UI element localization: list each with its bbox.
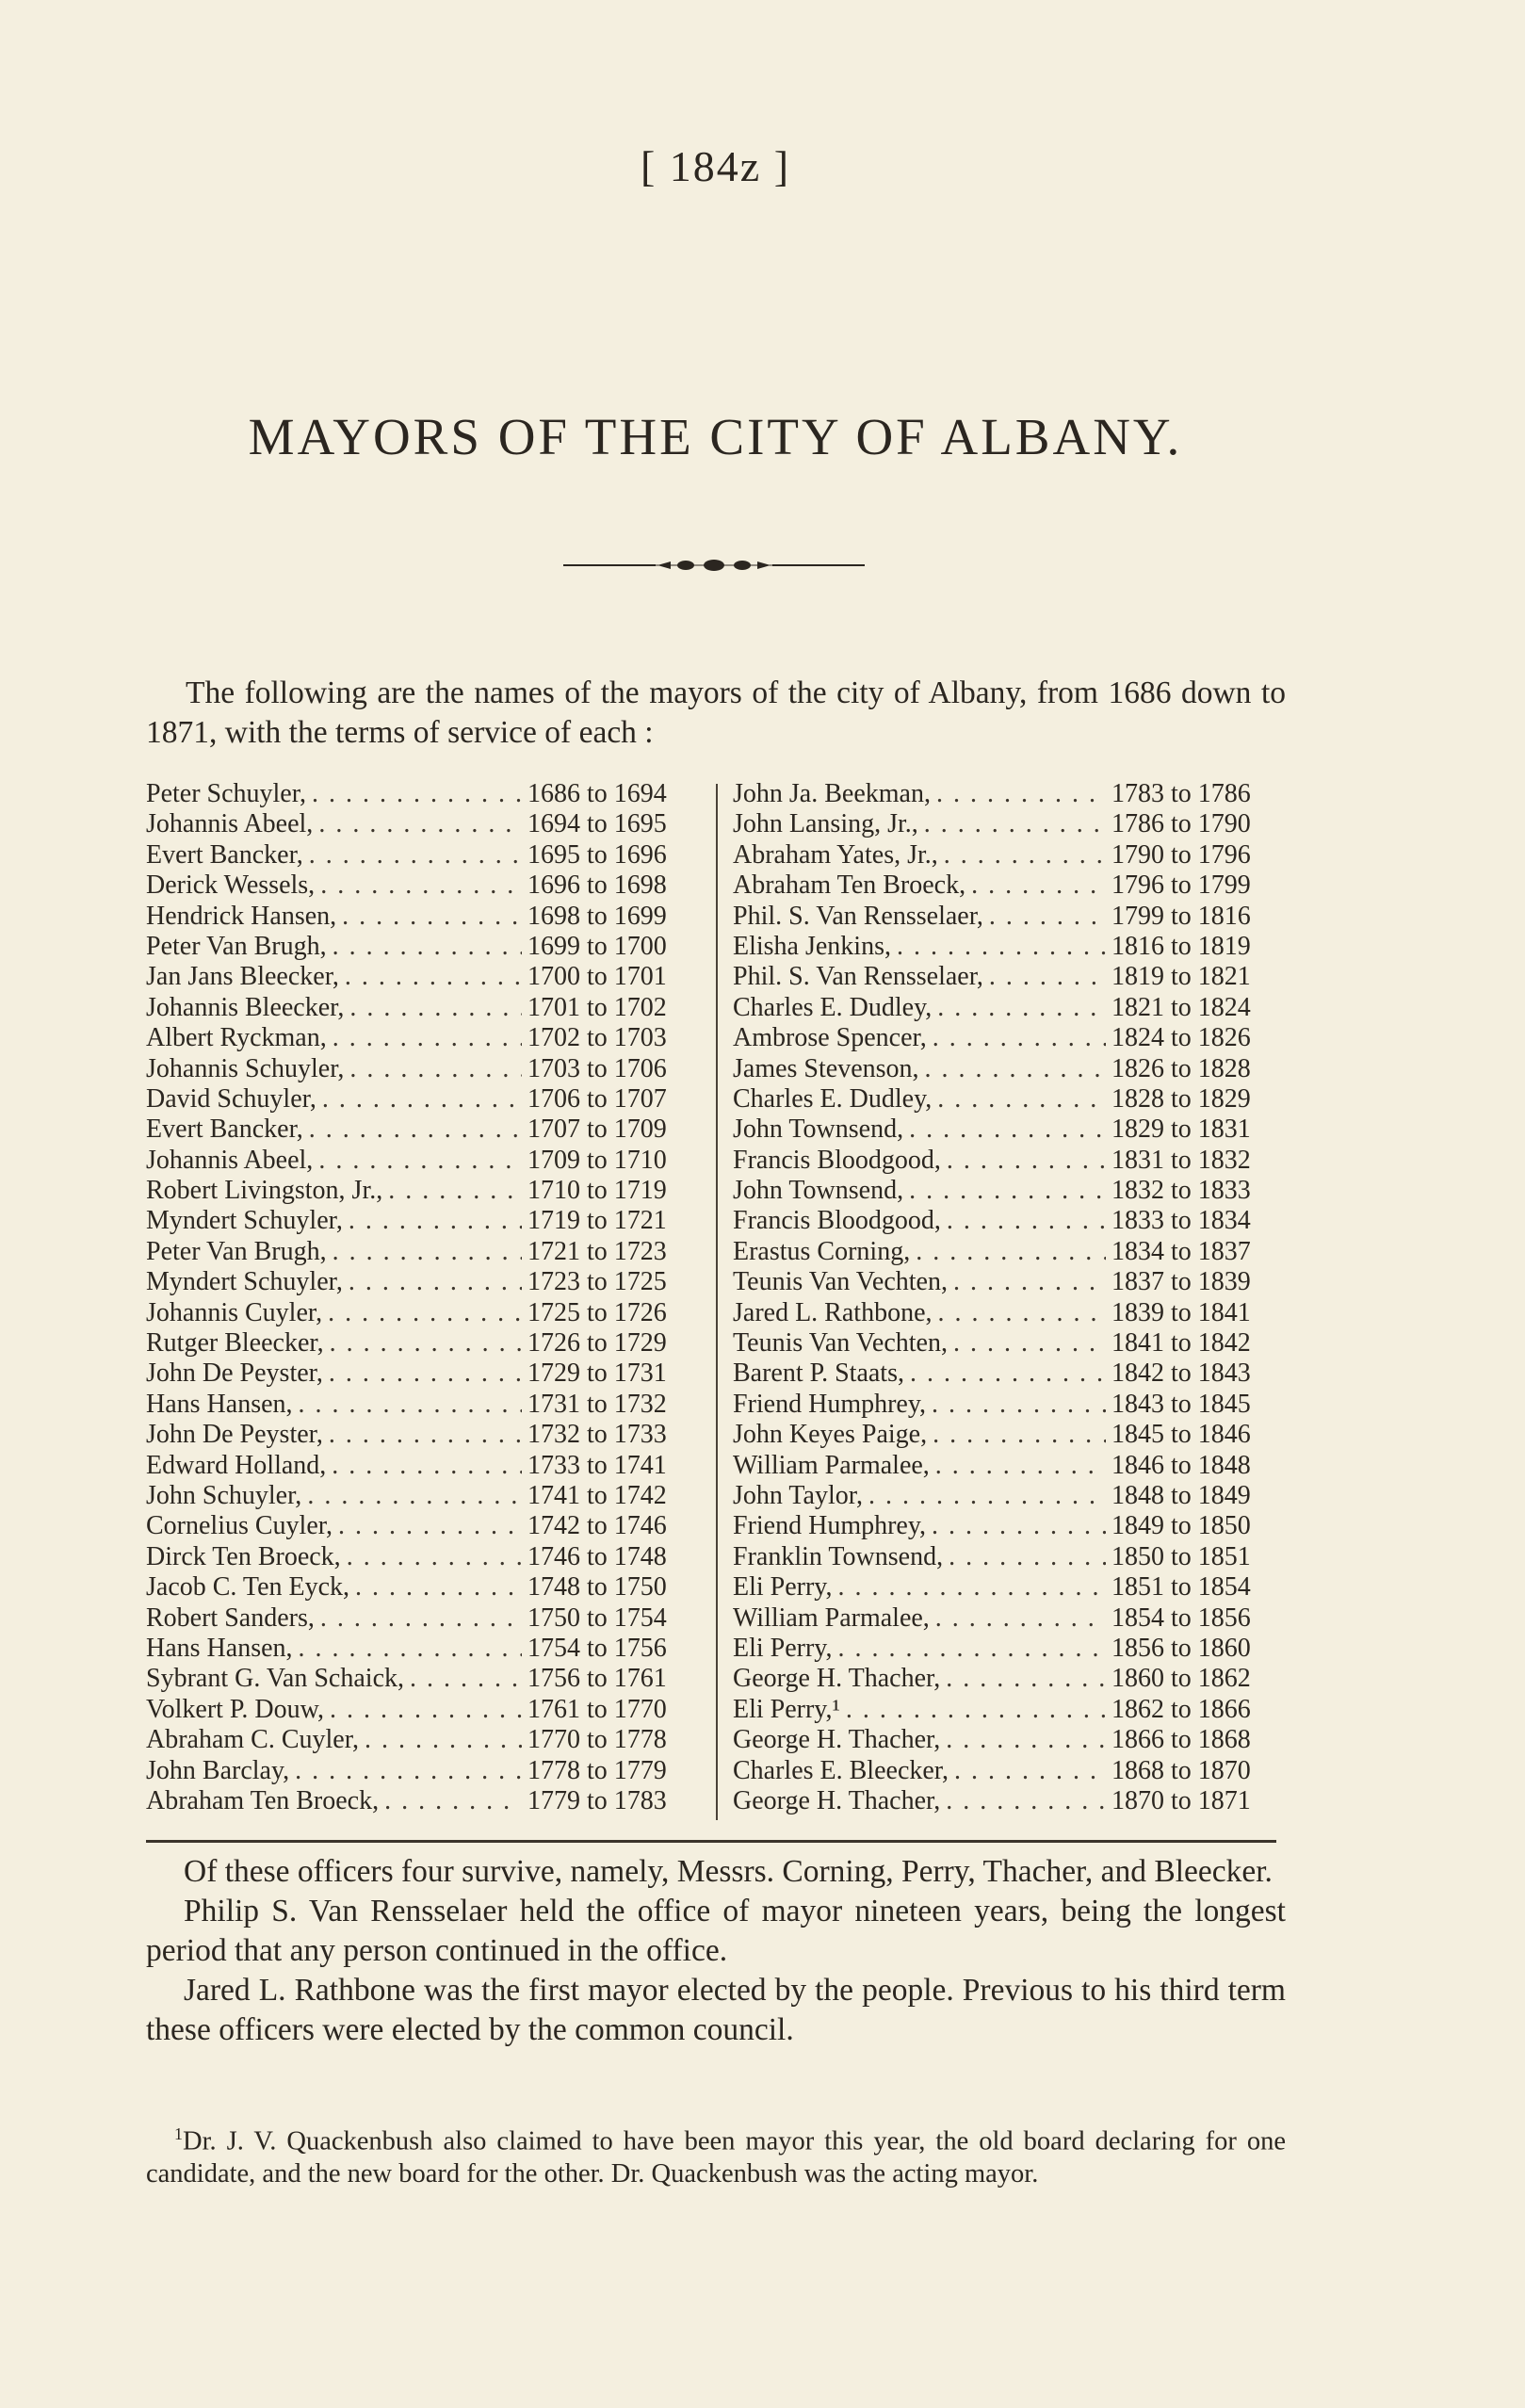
- mayor-term: 1870 to 1871: [1111, 1785, 1251, 1815]
- mayor-name: Francis Bloodgood,: [733, 1206, 941, 1236]
- mayor-term: 1854 to 1856: [1111, 1603, 1251, 1633]
- dot-leader: [953, 1267, 1106, 1297]
- mayor-name: Rutger Bleecker,: [146, 1328, 324, 1359]
- mayor-term: 1750 to 1754: [527, 1603, 667, 1633]
- mayor-term: 1701 to 1702: [527, 992, 667, 1022]
- mayor-row: [733, 1542, 1286, 1572]
- mayor-row: [146, 993, 702, 1023]
- mayor-term: 1856 to 1860: [1111, 1633, 1251, 1663]
- mayor-term: 1868 to 1870: [1111, 1755, 1251, 1785]
- dot-leader: [944, 840, 1106, 870]
- dot-leader: [347, 1542, 522, 1572]
- mayor-term: 1721 to 1723: [527, 1236, 667, 1266]
- mayor-term: 1816 to 1819: [1111, 931, 1251, 961]
- mayor-term: 1850 to 1851: [1111, 1541, 1251, 1571]
- mayor-row: [733, 1664, 1286, 1694]
- dot-leader: [838, 1634, 1107, 1664]
- mayor-term: 1778 to 1779: [527, 1755, 667, 1785]
- mayor-term: 1733 to 1741: [527, 1450, 667, 1480]
- mayor-name: Barent P. Staats,: [733, 1359, 904, 1389]
- mayor-name: Erastus Corning,: [733, 1236, 911, 1266]
- dot-leader: [971, 870, 1106, 901]
- mayor-term: 1726 to 1729: [527, 1328, 667, 1359]
- mayor-row: [733, 962, 1286, 992]
- mayor-term: 1860 to 1862: [1111, 1664, 1251, 1694]
- mayor-name: Volkert P. Douw,: [146, 1694, 325, 1724]
- mayor-term: 1783 to 1786: [1111, 779, 1251, 808]
- mayor-name: Abraham Yates, Jr.,: [733, 839, 938, 870]
- mayor-row: [733, 1634, 1286, 1664]
- mayor-name: Friend Humphrey,: [733, 1389, 927, 1419]
- mayor-row: [146, 1328, 702, 1359]
- mayor-name: Evert Bancker,: [146, 839, 303, 870]
- mayor-name: Jacob C. Ten Eyck,: [146, 1572, 350, 1603]
- mayor-name: Myndert Schuyler,: [146, 1206, 343, 1236]
- mayor-row: [146, 840, 702, 870]
- dot-leader: [946, 1786, 1106, 1816]
- dot-leader: [318, 1146, 522, 1176]
- mayor-row: [146, 1634, 702, 1664]
- mayor-name: John Townsend,: [733, 1176, 904, 1206]
- mayor-row: [146, 1146, 702, 1176]
- mayor-name: George H. Thacher,: [733, 1785, 941, 1815]
- left-column: [146, 779, 702, 1816]
- mayor-name: Franklin Townsend,: [733, 1541, 944, 1571]
- mayor-term: 1756 to 1761: [527, 1664, 667, 1694]
- mayor-name: Abraham Ten Broeck,: [146, 1785, 380, 1815]
- mayor-row: [146, 1206, 702, 1236]
- mayor-row: [146, 1390, 702, 1420]
- dot-leader: [989, 962, 1106, 992]
- mayor-name: John Ja. Beekman,: [733, 779, 931, 808]
- mayor-name: George H. Thacher,: [733, 1725, 941, 1755]
- mayor-name: Johannis Cuyler,: [146, 1297, 323, 1327]
- mayor-row: [146, 779, 702, 809]
- dot-leader: [868, 1481, 1106, 1511]
- dot-leader: [933, 1420, 1106, 1450]
- mayor-term: 1786 to 1790: [1111, 809, 1251, 839]
- mayor-name: John Schuyler,: [146, 1480, 302, 1510]
- mayor-row: [733, 809, 1286, 839]
- mayor-name: Eli Perry,: [733, 1572, 833, 1603]
- mayor-row: [733, 1328, 1286, 1359]
- column-divider: [716, 784, 718, 1820]
- mayor-row: [146, 1359, 702, 1389]
- mayor-row: [146, 1298, 702, 1328]
- mayor-row: [733, 1206, 1286, 1236]
- mayor-name: Hendrick Hansen,: [146, 901, 337, 931]
- dot-leader: [947, 1206, 1106, 1236]
- dot-leader: [947, 1146, 1106, 1176]
- mayor-row: [146, 1664, 702, 1694]
- dot-leader: [933, 1023, 1106, 1053]
- dot-leader: [916, 1237, 1106, 1267]
- dot-leader: [349, 1206, 522, 1236]
- mayor-term: 1824 to 1826: [1111, 1023, 1251, 1053]
- mayor-row: [733, 1023, 1286, 1053]
- mayor-row: [733, 779, 1286, 809]
- mayor-row: [146, 1084, 702, 1115]
- mayor-row: [146, 962, 702, 992]
- mayor-row: [146, 1603, 702, 1634]
- mayor-term: 1829 to 1831: [1111, 1115, 1251, 1145]
- mayor-term: 1770 to 1778: [527, 1725, 667, 1755]
- dot-leader: [328, 1298, 522, 1328]
- mayor-term: 1845 to 1846: [1111, 1420, 1251, 1450]
- mayor-term: 1748 to 1750: [527, 1572, 667, 1603]
- footnote-marker: 1: [174, 2124, 183, 2143]
- mayor-term: 1741 to 1742: [527, 1480, 667, 1510]
- mayor-row: [146, 1542, 702, 1572]
- mayor-row: [733, 1084, 1286, 1115]
- mayor-name: Hans Hansen,: [146, 1389, 293, 1419]
- mayor-term: 1761 to 1770: [527, 1694, 667, 1724]
- dot-leader: [330, 1328, 522, 1359]
- mayor-name: Abraham C. Cuyler,: [146, 1725, 359, 1755]
- mayor-term: 1839 to 1841: [1111, 1297, 1251, 1327]
- dot-leader: [410, 1664, 522, 1694]
- mayor-row: [146, 1695, 702, 1725]
- dot-leader: [935, 1451, 1106, 1481]
- mayor-row: [146, 902, 702, 932]
- mayor-term: 1833 to 1834: [1111, 1206, 1251, 1236]
- mayor-name: Charles E. Dudley,: [733, 992, 933, 1022]
- dot-leader: [299, 1634, 522, 1664]
- note-paragraph: Philip S. Van Rensselaer held the office of mayor nineteen years, being the longest period that any person continued in the office.: [146, 1894, 1286, 1968]
- mayor-name: Phil. S. Van Rensselaer,: [733, 962, 983, 992]
- mayor-name: Eli Perry,: [733, 1633, 833, 1663]
- mayor-name: Dirck Ten Broeck,: [146, 1541, 341, 1571]
- dot-leader: [322, 1084, 522, 1115]
- mayor-name: Ambrose Spencer,: [733, 1023, 927, 1053]
- mayor-row: [733, 1756, 1286, 1786]
- dot-leader: [953, 1328, 1106, 1359]
- dot-leader: [938, 1298, 1107, 1328]
- dot-leader: [349, 1054, 522, 1084]
- mayor-term: 1841 to 1842: [1111, 1328, 1251, 1359]
- dot-leader: [332, 1451, 522, 1481]
- mayor-term: 1719 to 1721: [527, 1206, 667, 1236]
- mayor-term: 1831 to 1832: [1111, 1145, 1251, 1175]
- mayor-row: [146, 1054, 702, 1084]
- page-number: [ 184z ]: [640, 142, 791, 190]
- ornament-divider-icon: [563, 556, 865, 575]
- dot-leader: [318, 809, 522, 839]
- mayor-row: [733, 1176, 1286, 1206]
- mayor-name: Peter Van Brugh,: [146, 931, 327, 961]
- mayor-row: [733, 1420, 1286, 1450]
- mayor-row: [146, 1786, 702, 1816]
- mayor-term: 1848 to 1849: [1111, 1480, 1251, 1510]
- mayor-name: Robert Sanders,: [146, 1603, 315, 1633]
- dot-leader: [932, 1511, 1106, 1541]
- mayor-row: [146, 870, 702, 901]
- mayor-name: Peter Van Brugh,: [146, 1236, 327, 1266]
- mayor-row: [146, 932, 702, 962]
- mayor-term: 1725 to 1726: [527, 1297, 667, 1327]
- mayor-row: [733, 1511, 1286, 1541]
- mayor-term: 1686 to 1694: [527, 779, 667, 808]
- dot-leader: [342, 902, 522, 932]
- dot-leader: [333, 1237, 522, 1267]
- mayor-term: 1729 to 1731: [527, 1359, 667, 1389]
- dot-leader: [897, 932, 1106, 962]
- dot-leader: [333, 1023, 522, 1053]
- mayors-table: [146, 779, 1286, 1825]
- mayor-term: 1821 to 1824: [1111, 992, 1251, 1022]
- mayor-row: [733, 1695, 1286, 1725]
- dot-leader: [946, 1725, 1106, 1755]
- mayor-name: Francis Bloodgood,: [733, 1145, 941, 1175]
- dot-leader: [910, 1359, 1106, 1389]
- dot-leader: [309, 840, 522, 870]
- mayor-name: Johannis Schuyler,: [146, 1053, 345, 1083]
- dot-leader: [320, 870, 522, 901]
- dot-leader: [320, 1603, 522, 1634]
- mayor-row: [146, 1481, 702, 1511]
- dot-leader: [909, 1115, 1106, 1145]
- mayor-name: David Schuyler,: [146, 1083, 316, 1114]
- mayor-name: Charles E. Bleecker,: [733, 1755, 949, 1785]
- mayor-term: 1819 to 1821: [1111, 962, 1251, 992]
- mayor-term: 1754 to 1756: [527, 1633, 667, 1663]
- mayor-row: [146, 1237, 702, 1267]
- dot-leader: [355, 1572, 522, 1603]
- dot-leader: [937, 1084, 1106, 1115]
- mayor-row: [146, 1725, 702, 1755]
- dot-leader: [330, 1695, 522, 1725]
- mayor-name: Hans Hansen,: [146, 1633, 293, 1663]
- mayor-name: Teunis Van Vechten,: [733, 1267, 948, 1297]
- mayor-row: [733, 993, 1286, 1023]
- mayor-term: 1732 to 1733: [527, 1420, 667, 1450]
- mayor-row: [733, 1115, 1286, 1145]
- mayor-term: 1851 to 1854: [1111, 1572, 1251, 1603]
- mayor-term: 1695 to 1696: [527, 839, 667, 870]
- mayor-term: 1843 to 1845: [1111, 1389, 1251, 1419]
- dot-leader: [365, 1725, 522, 1755]
- mayor-row: [733, 1298, 1286, 1328]
- dot-leader: [333, 932, 522, 962]
- mayor-name: Charles E. Dudley,: [733, 1083, 933, 1114]
- dot-leader: [309, 1115, 522, 1145]
- mayor-row: [733, 870, 1286, 901]
- mayor-name: John Keyes Paige,: [733, 1420, 928, 1450]
- mayor-name: Cornelius Cuyler,: [146, 1511, 333, 1541]
- footnote: [146, 2118, 1286, 2190]
- mayor-term: 1694 to 1695: [527, 809, 667, 839]
- mayor-term: 1698 to 1699: [527, 901, 667, 931]
- dot-leader: [295, 1756, 522, 1786]
- mayor-row: [733, 1054, 1286, 1084]
- dot-leader: [388, 1176, 522, 1206]
- mayor-row: [733, 1390, 1286, 1420]
- dot-leader: [307, 1481, 522, 1511]
- mayor-name: Elisha Jenkins,: [733, 931, 891, 961]
- dot-leader: [846, 1695, 1106, 1725]
- mayor-term: 1826 to 1828: [1111, 1053, 1251, 1083]
- footnote-text: Dr. J. V. Quackenbush also claimed to have been mayor this year, the old board declaring for one candidate, and the new board for the other. Dr. Quackenbush was the acting mayor.: [146, 2126, 1286, 2188]
- mayor-term: 1709 to 1710: [527, 1145, 667, 1175]
- mayor-term: 1866 to 1868: [1111, 1725, 1251, 1755]
- dot-leader: [949, 1542, 1106, 1572]
- mayor-term: 1834 to 1837: [1111, 1236, 1251, 1266]
- right-column: [733, 779, 1286, 1816]
- dot-leader: [936, 779, 1106, 809]
- mayor-term: 1846 to 1848: [1111, 1450, 1251, 1480]
- mayor-row: [733, 902, 1286, 932]
- dot-leader: [338, 1511, 522, 1541]
- mayor-row: [146, 809, 702, 839]
- mayor-name: Sybrant G. Van Schaick,: [146, 1664, 404, 1694]
- mayor-row: [733, 1786, 1286, 1816]
- mayor-term: 1723 to 1725: [527, 1267, 667, 1297]
- mayor-term: 1703 to 1706: [527, 1053, 667, 1083]
- dot-leader: [989, 902, 1106, 932]
- dot-leader: [329, 1359, 522, 1389]
- mayor-row: [733, 1146, 1286, 1176]
- mayor-row: [733, 1725, 1286, 1755]
- mayor-name: Derick Wessels,: [146, 870, 316, 901]
- dot-leader: [909, 1176, 1106, 1206]
- mayor-row: [146, 1756, 702, 1786]
- mayor-name: Myndert Schuyler,: [146, 1267, 343, 1297]
- mayor-term: 1849 to 1850: [1111, 1511, 1251, 1541]
- mayor-name: Eli Perry,¹: [733, 1694, 840, 1724]
- mayor-name: Teunis Van Vechten,: [733, 1328, 948, 1359]
- mayor-name: John Townsend,: [733, 1115, 904, 1145]
- mayor-name: Albert Ryckman,: [146, 1023, 327, 1053]
- dot-leader: [349, 1267, 522, 1297]
- mayor-name: Evert Bancker,: [146, 1115, 303, 1145]
- mayor-row: [733, 1359, 1286, 1389]
- intro-paragraph: The following are the names of the mayors of the city of Albany, from 1686 down to 1871, with the terms of service of each :: [146, 675, 1286, 750]
- mayor-term: 1700 to 1701: [527, 962, 667, 992]
- mayor-term: 1790 to 1796: [1111, 839, 1251, 870]
- mayor-term: 1779 to 1783: [527, 1785, 667, 1815]
- mayor-name: Friend Humphrey,: [733, 1511, 927, 1541]
- dot-leader: [946, 1664, 1106, 1694]
- mayor-term: 1746 to 1748: [527, 1541, 667, 1571]
- mayor-row: [146, 1572, 702, 1603]
- mayor-name: Robert Livingston, Jr.,: [146, 1176, 383, 1206]
- mayor-name: Johannis Abeel,: [146, 809, 314, 839]
- mayor-name: John Lansing, Jr.,: [733, 809, 918, 839]
- dot-leader: [384, 1786, 522, 1816]
- mayor-name: John Taylor,: [733, 1480, 863, 1510]
- mayor-row: [733, 932, 1286, 962]
- dot-leader: [349, 993, 522, 1023]
- mayor-row: [733, 1481, 1286, 1511]
- mayor-row: [733, 840, 1286, 870]
- mayor-term: 1707 to 1709: [527, 1115, 667, 1145]
- mayor-row: [733, 1572, 1286, 1603]
- mayor-row: [733, 1237, 1286, 1267]
- mayor-term: 1702 to 1703: [527, 1023, 667, 1053]
- dot-leader: [935, 1603, 1106, 1634]
- mayor-term: 1710 to 1719: [527, 1176, 667, 1206]
- mayor-name: John Barclay,: [146, 1755, 290, 1785]
- mayor-term: 1796 to 1799: [1111, 870, 1251, 901]
- mayor-row: [146, 1420, 702, 1450]
- dot-leader: [932, 1390, 1106, 1420]
- mayor-term: 1706 to 1707: [527, 1083, 667, 1114]
- mayor-term: 1699 to 1700: [527, 931, 667, 961]
- mayor-name: William Parmalee,: [733, 1450, 930, 1480]
- page-title: MAYORS OF THE CITY OF ALBANY.: [248, 408, 1183, 465]
- mayor-name: William Parmalee,: [733, 1603, 930, 1633]
- mayor-term: 1696 to 1698: [527, 870, 667, 901]
- mayor-name: Jan Jans Bleecker,: [146, 962, 339, 992]
- mayor-name: John De Peyster,: [146, 1420, 323, 1450]
- mayor-name: Edward Holland,: [146, 1450, 327, 1480]
- notes: [146, 1852, 1286, 2050]
- dot-leader: [937, 993, 1106, 1023]
- mayor-row: [146, 1511, 702, 1541]
- mayor-name: George H. Thacher,: [733, 1664, 941, 1694]
- dot-leader: [329, 1420, 522, 1450]
- mayor-row: [733, 1603, 1286, 1634]
- mayor-name: Jared L. Rathbone,: [733, 1297, 933, 1327]
- dot-leader: [954, 1756, 1106, 1786]
- mayor-row: [146, 1023, 702, 1053]
- mayor-name: Johannis Bleecker,: [146, 992, 345, 1022]
- mayor-row: [146, 1267, 702, 1297]
- mayor-row: [733, 1451, 1286, 1481]
- mayor-term: 1832 to 1833: [1111, 1176, 1251, 1206]
- mayor-row: [733, 1267, 1286, 1297]
- mayor-name: James Stevenson,: [733, 1053, 919, 1083]
- dot-leader: [925, 1054, 1106, 1084]
- note-paragraph: Jared L. Rathbone was the first mayor elected by the people. Previous to his third term these officers were elected by the common council.: [146, 1973, 1286, 2047]
- mayor-name: Johannis Abeel,: [146, 1145, 314, 1175]
- dot-leader: [312, 779, 522, 809]
- mayor-name: John De Peyster,: [146, 1359, 323, 1389]
- mayor-name: Phil. S. Van Rensselaer,: [733, 901, 983, 931]
- mayor-term: 1731 to 1732: [527, 1389, 667, 1419]
- mayor-term: 1842 to 1843: [1111, 1359, 1251, 1389]
- mayor-row: [146, 1176, 702, 1206]
- mayor-name: Peter Schuyler,: [146, 779, 306, 808]
- mayor-term: 1799 to 1816: [1111, 901, 1251, 931]
- mayor-row: [146, 1115, 702, 1145]
- dot-leader: [345, 962, 522, 992]
- horizontal-rule: [146, 1840, 1276, 1843]
- mayor-term: 1742 to 1746: [527, 1511, 667, 1541]
- mayor-term: 1828 to 1829: [1111, 1083, 1251, 1114]
- mayor-term: 1862 to 1866: [1111, 1694, 1251, 1724]
- mayor-term: 1837 to 1839: [1111, 1267, 1251, 1297]
- dot-leader: [838, 1572, 1107, 1603]
- mayor-row: [146, 1451, 702, 1481]
- dot-leader: [924, 809, 1106, 839]
- dot-leader: [299, 1390, 522, 1420]
- note-paragraph: Of these officers four survive, namely, Messrs. Corning, Perry, Thacher, and Bleecker.: [184, 1854, 1273, 1889]
- mayor-name: Abraham Ten Broeck,: [733, 870, 966, 901]
